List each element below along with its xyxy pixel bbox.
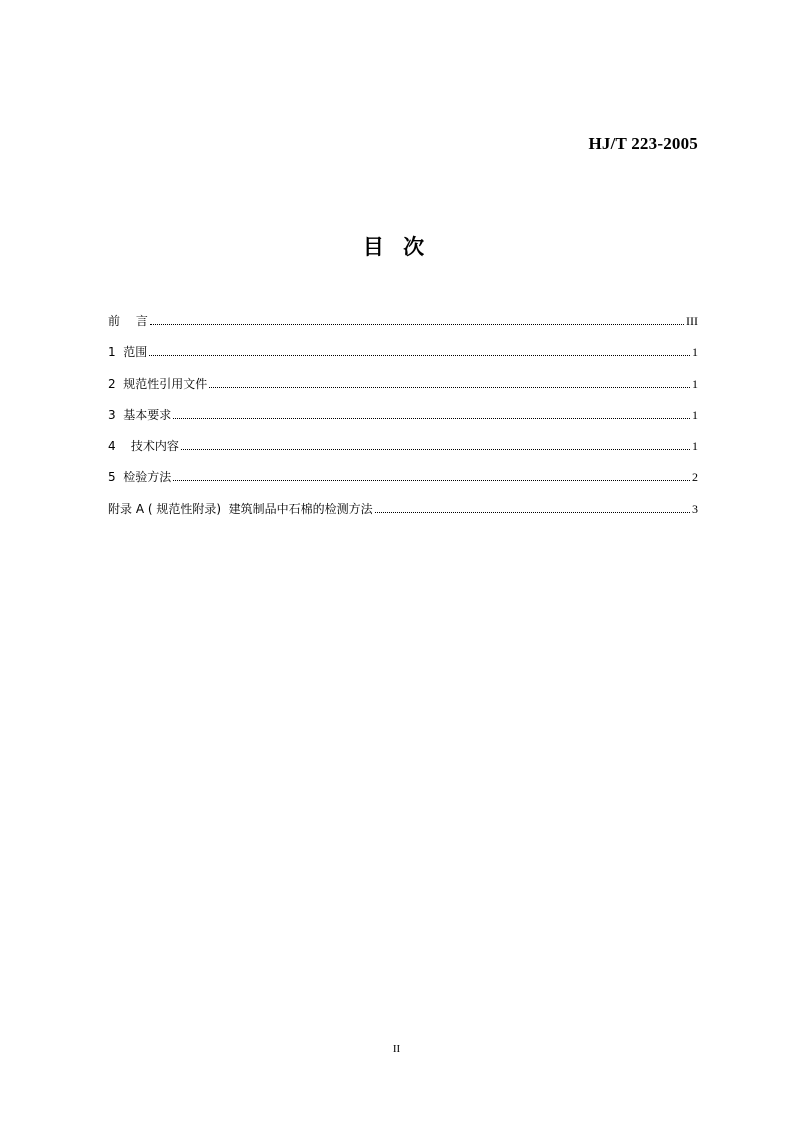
dot-leader: [173, 480, 690, 481]
toc-title: 目 次: [362, 235, 431, 259]
toc-entry-page: 3: [692, 501, 698, 516]
toc-entry-label: 2 规范性引用文件: [108, 376, 208, 391]
toc-entry-page: 1: [692, 376, 698, 391]
page-number: II: [392, 1043, 401, 1055]
toc-entry-normative-references[interactable]: [108, 374, 698, 405]
toc-entry-label: 3 基本要求: [108, 407, 172, 422]
dot-leader: [173, 418, 690, 419]
toc-entry-label: 1 范围: [108, 345, 148, 360]
toc-entry-page: 1: [692, 407, 698, 422]
toc-entry-page: 1: [692, 345, 698, 360]
toc-entry-scope[interactable]: [108, 342, 698, 373]
dot-leader: [149, 355, 690, 356]
toc-entry-test-methods[interactable]: [108, 467, 698, 498]
dot-leader: [150, 324, 684, 325]
toc-entry-page: 2: [692, 470, 698, 485]
toc-entry-basic-requirements[interactable]: [108, 405, 698, 436]
toc-entry-label: 前 言: [108, 314, 148, 328]
toc-entry-foreword[interactable]: [108, 311, 698, 342]
table-of-contents: [108, 311, 698, 530]
toc-entry-technical-content[interactable]: [108, 436, 698, 467]
dot-leader: [375, 512, 690, 513]
toc-entry-label: 4 技术内容: [108, 439, 179, 454]
dot-leader: [209, 387, 690, 388]
standard-code: HJ/T 223-2005: [588, 134, 698, 153]
toc-entry-appendix-a[interactable]: [108, 499, 698, 530]
dot-leader: [181, 449, 690, 450]
toc-entry-label: 附录 A ( 规范性附录) 建筑制品中石棉的检测方法: [108, 501, 373, 516]
toc-entry-page: III: [686, 314, 698, 328]
toc-entry-page: 1: [692, 439, 698, 454]
toc-entry-label: 5 检验方法: [108, 470, 172, 485]
